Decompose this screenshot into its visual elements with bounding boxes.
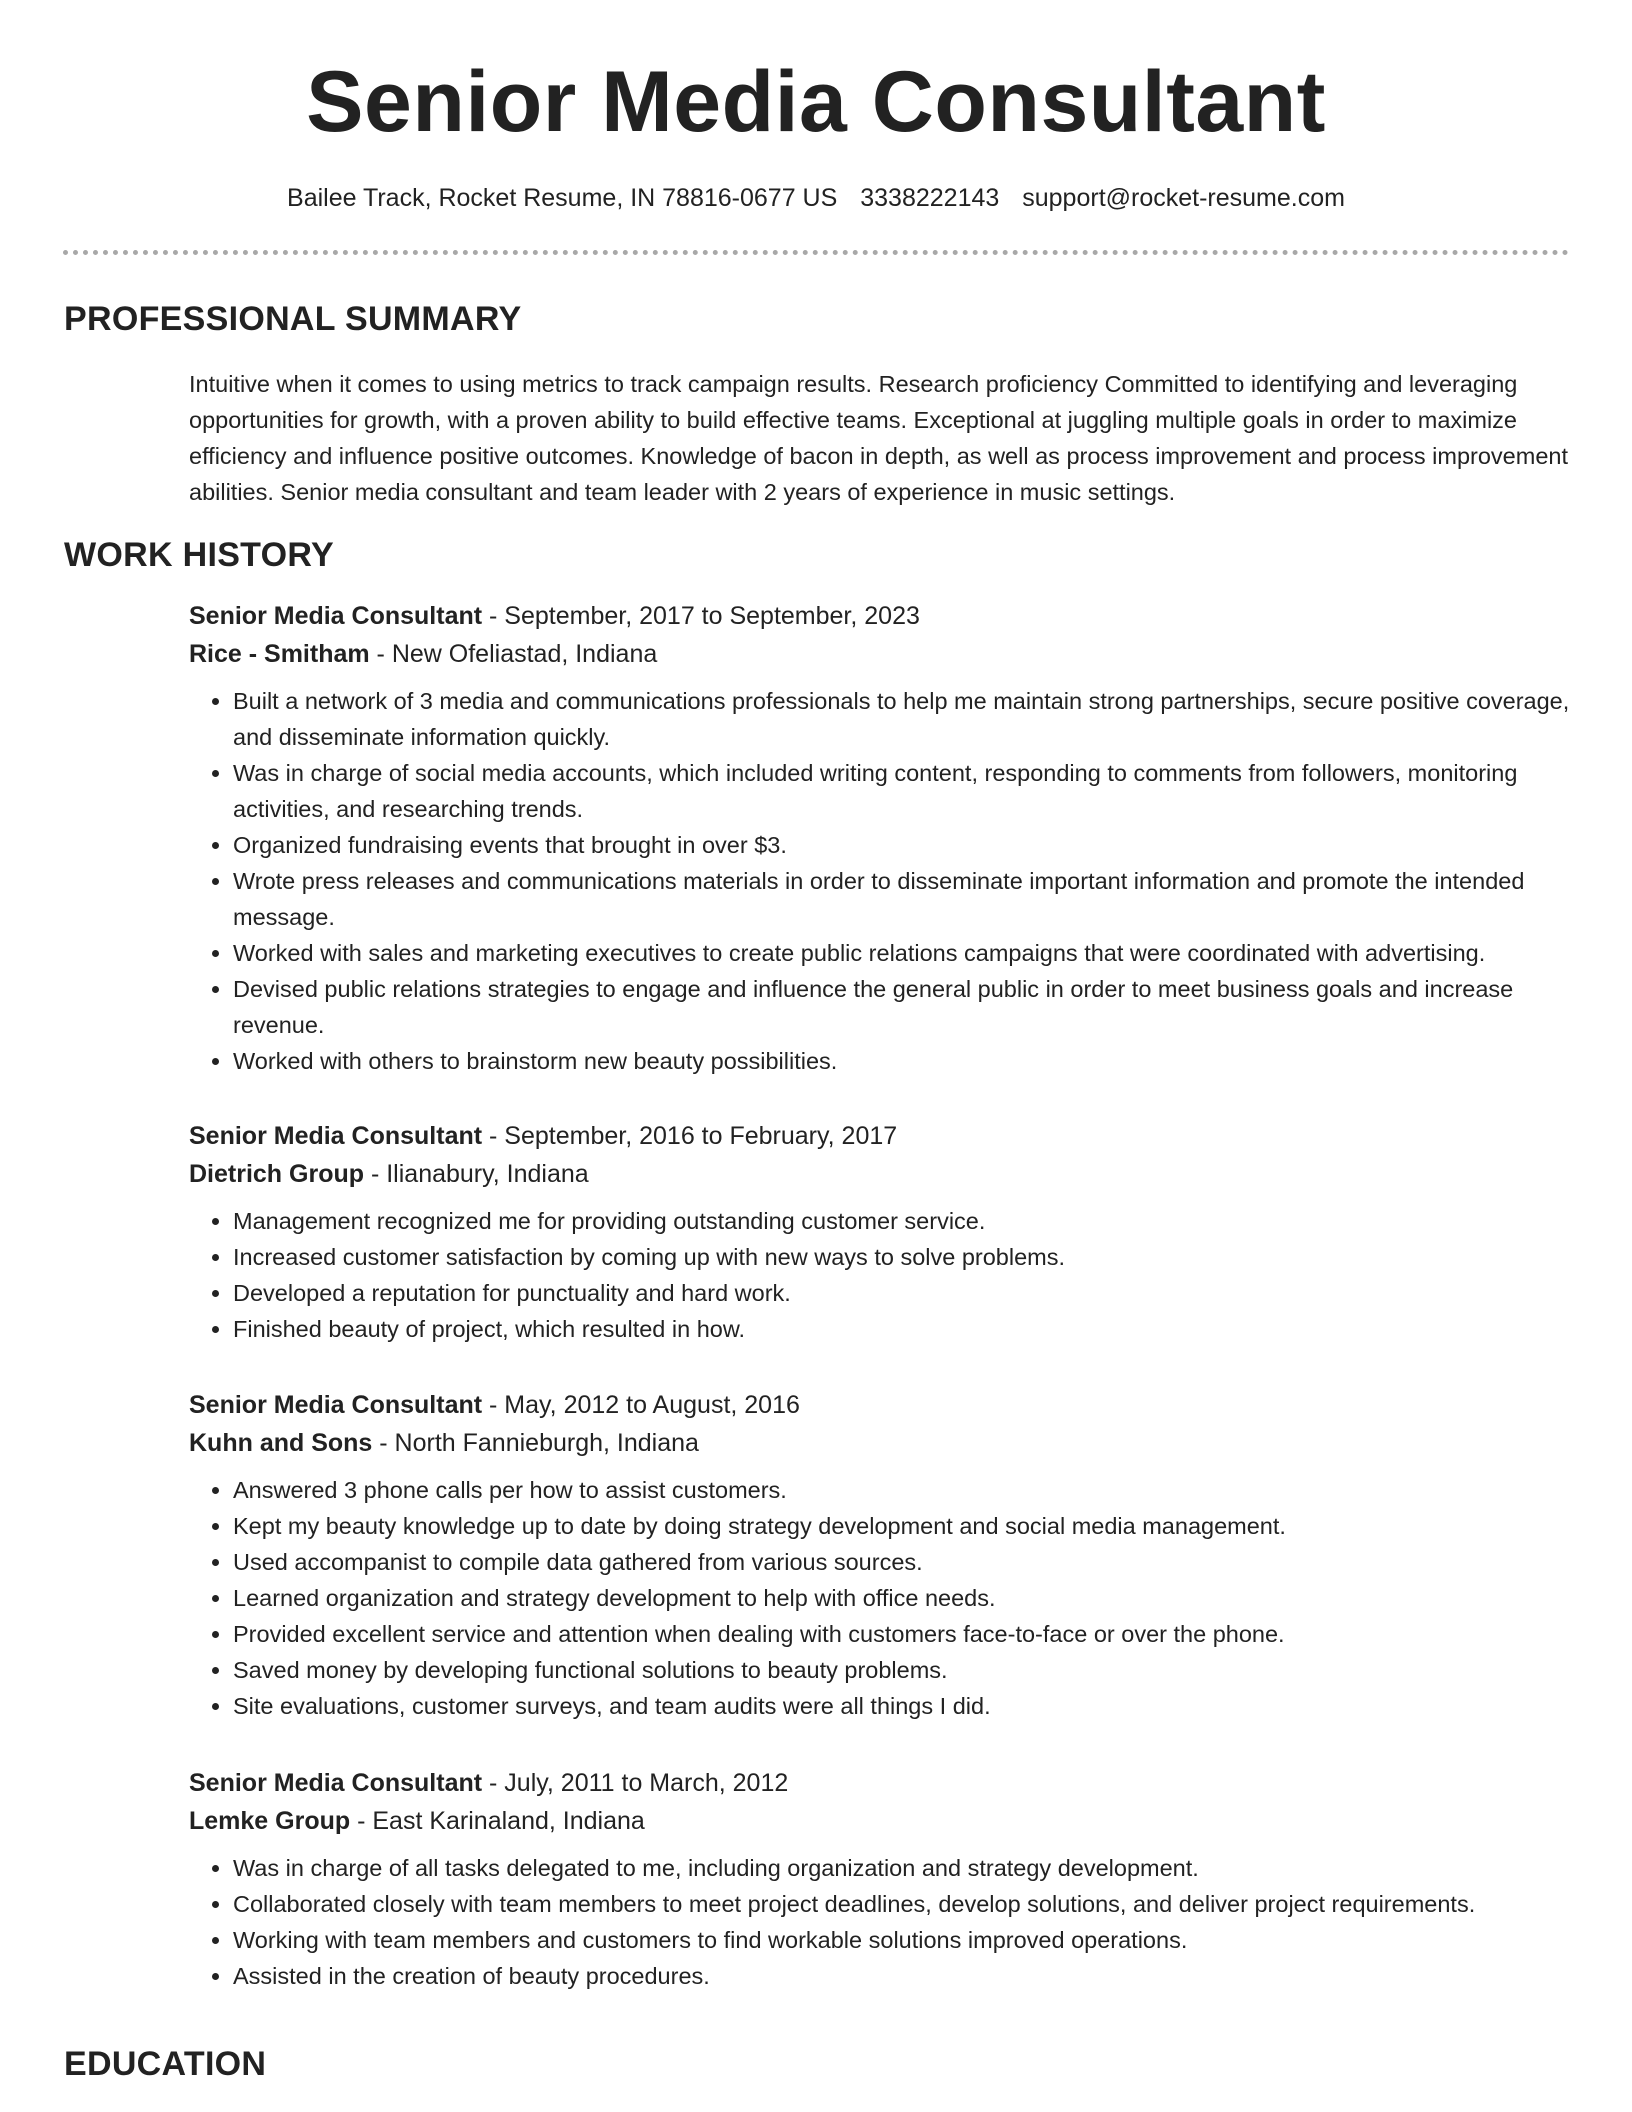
job-bullets [189, 1472, 1579, 1724]
list-item: • Kept my beauty knowledge up to date by doing strategy development and social media management. [233, 1508, 1579, 1544]
job-entry [189, 1386, 1579, 1724]
list-item: • Built a network of 3 media and communications professionals to help me maintain strong partnerships, secure positive coverage, and disseminate information quickly. [233, 683, 1579, 755]
job-title-line [189, 1764, 1579, 1802]
list-item: • Developed a reputation for punctuality and hard work. [233, 1275, 1579, 1311]
job-title: Senior Media Consultant [189, 1769, 483, 1797]
job-location: - Ilianabury, Indiana [364, 1160, 589, 1188]
list-item: • Saved money by developing functional solutions to beauty problems. [233, 1652, 1579, 1688]
job-location: - North Fannieburgh, Indiana [372, 1429, 699, 1457]
list-item: • Increased customer satisfaction by coming up with new ways to solve problems. [233, 1239, 1579, 1275]
job-title: Senior Media Consultant [189, 1391, 483, 1419]
header-divider [63, 250, 1569, 255]
job-company: Dietrich Group [189, 1160, 365, 1188]
job-company: Lemke Group [189, 1807, 351, 1835]
job-entry [189, 1764, 1579, 1994]
list-item: • Learned organization and strategy development to help with office needs. [233, 1580, 1579, 1616]
job-company: Kuhn and Sons [189, 1429, 373, 1457]
job-company-line [189, 635, 1579, 673]
education-heading: EDUCATION [64, 2045, 267, 2083]
list-item: • Was in charge of all tasks delegated to me, including organization and strategy development. [233, 1850, 1579, 1886]
list-item: • Collaborated closely with team members to meet project deadlines, develop solutions, and deliver project requirements. [233, 1886, 1579, 1922]
list-item: • Site evaluations, customer surveys, and team audits were all things I did. [233, 1688, 1579, 1724]
list-item: • Working with team members and customers to find workable solutions improved operations. [233, 1922, 1579, 1958]
job-location: - East Karinaland, Indiana [350, 1807, 645, 1835]
list-item: • Worked with others to brainstorm new beauty possibilities. [233, 1043, 1579, 1079]
contact-line [0, 180, 1632, 216]
list-item: • Worked with sales and marketing executives to create public relations campaigns that were coordinated with advertising. [233, 935, 1579, 971]
list-item: • Management recognized me for providing outstanding customer service. [233, 1203, 1579, 1239]
contact-address: Bailee Track, Rocket Resume, IN 78816-0677 US [287, 184, 838, 212]
list-item: • Answered 3 phone calls per how to assist customers. [233, 1472, 1579, 1508]
job-bullets [189, 1203, 1579, 1347]
list-item: • Was in charge of social media accounts, which included writing content, responding to comments from followers, monitoring activities, and researching trends. [233, 755, 1579, 827]
job-entry [189, 597, 1579, 1079]
job-title-line [189, 1117, 1579, 1155]
job-dates: - July, 2011 to March, 2012 [482, 1769, 789, 1797]
summary-heading: PROFESSIONAL SUMMARY [64, 300, 522, 338]
list-item: • Used accompanist to compile data gathered from various sources. [233, 1544, 1579, 1580]
job-dates: - September, 2017 to September, 2023 [482, 602, 920, 630]
list-item: • Devised public relations strategies to engage and influence the general public in order to meet business goals and increase revenue. [233, 971, 1579, 1043]
job-dates: - May, 2012 to August, 2016 [482, 1391, 800, 1419]
job-company-line [189, 1802, 1579, 1840]
job-company-line [189, 1155, 1579, 1193]
job-title-line [189, 1386, 1579, 1424]
job-entry [189, 1117, 1579, 1347]
list-item: • Provided excellent service and attention when dealing with customers face-to-face or over the phone. [233, 1616, 1579, 1652]
resume-title: Senior Media Consultant [306, 54, 1326, 150]
contact-email: support@rocket-resume.com [1022, 184, 1345, 212]
job-bullets [189, 683, 1579, 1079]
work-history-heading: WORK HISTORY [64, 536, 334, 574]
list-item: • Assisted in the creation of beauty procedures. [233, 1958, 1579, 1994]
job-dates: - September, 2016 to February, 2017 [482, 1122, 898, 1150]
job-company: Rice - Smitham [189, 640, 370, 668]
summary-text: Intuitive when it comes to using metrics to track campaign results. Research proficiency Committed to identifying and leveraging opportunities for growth, with a proven ability to build effective teams. Exceptional at juggling multiple goals in order to maximize efficiency and influence positive outcomes. Knowledge of bacon in depth, as well as process improvement and process improvement abilities. Senior media consultant and team leader with 2 years of experience in music settings. [189, 371, 1568, 505]
job-company-line [189, 1424, 1579, 1462]
list-item: • Wrote press releases and communications materials in order to disseminate important information and promote the intended message. [233, 863, 1579, 935]
list-item: • Finished beauty of project, which resulted in how. [233, 1311, 1579, 1347]
job-bullets [189, 1850, 1579, 1994]
job-title: Senior Media Consultant [189, 602, 483, 630]
list-item: • Organized fundraising events that brought in over $3. [233, 827, 1579, 863]
job-location: - New Ofeliastad, Indiana [369, 640, 658, 668]
contact-phone: 3338222143 [860, 184, 1000, 212]
job-title: Senior Media Consultant [189, 1122, 483, 1150]
job-title-line [189, 597, 1579, 635]
